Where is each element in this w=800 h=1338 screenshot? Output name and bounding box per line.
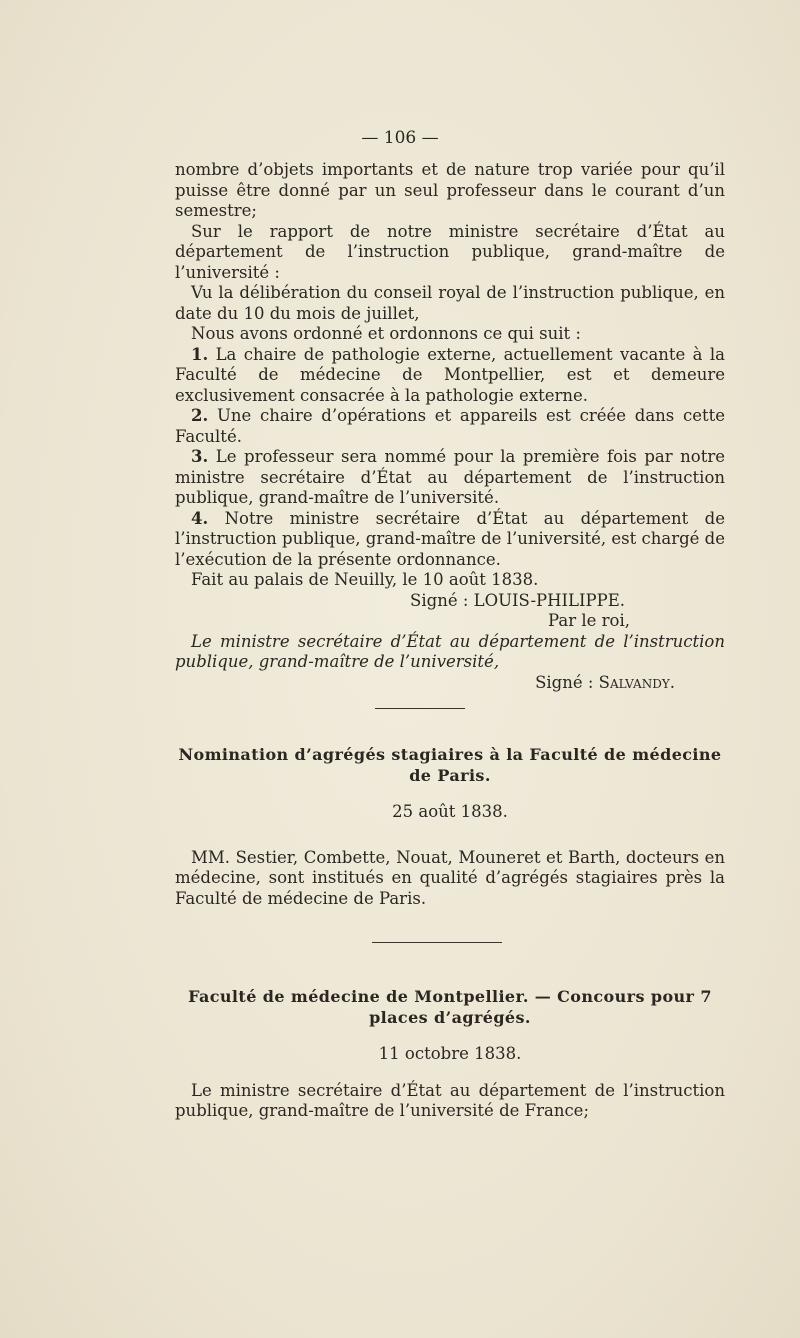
article-number: 2. (191, 406, 209, 425)
section-nomination (175, 744, 725, 909)
divider (372, 942, 502, 943)
paragraph: nombre d’objets importants et de nature trop variée pour qu’il puisse être donné par un seul professeur dans le courant d’un semestre; (175, 160, 725, 220)
article-1 (175, 345, 725, 407)
par-le-roi: Par le roi, (548, 611, 630, 630)
article-text: Notre ministre secrétaire d’État au département de l’instruction publique, grand-maître de l’université, est chargé de l’exécution de la présente ordonnance. (175, 508, 725, 569)
section-date: 11 octobre 1838. (378, 1044, 522, 1063)
article-text: Le professeur sera nommé pour la première fois par notre ministre secrétaire d’État au département de l’instruction publique, grand-maître de l’université. (175, 447, 725, 507)
page-number: — 106 — (361, 128, 439, 148)
section-heading: Nomination d’agrégés stagiaires à la Faculté de médecine de Paris. (178, 745, 722, 785)
article-2 (175, 406, 725, 447)
royal-signature: Signé : LOUIS-PHILIPPE. (410, 590, 625, 610)
paragraph: Sur le rapport de notre ministre secrétaire d’État au département de l’instruction publique, grand-maître de l’université : (175, 221, 725, 282)
section-concours (175, 986, 725, 1122)
article-number: 4. (191, 508, 209, 528)
ordinance-text (175, 160, 725, 693)
article-number: 1. (191, 344, 209, 364)
section-date: 25 août 1838. (392, 802, 508, 821)
paragraph: Vu la délibération du conseil royal de l’instruction publique, en date du 10 du mois de juillet, (175, 283, 725, 323)
section-heading: Faculté de médecine de Montpellier. — Concours pour 7 places d’agrégés. (188, 987, 712, 1027)
section-body: Le ministre secrétaire d’État au département de l’instruction publique, grand-maître de l’université de France; (175, 1080, 725, 1120)
article-text: Une chaire d’opérations et appareils est créée dans cette Faculté. (175, 406, 725, 446)
section-body: MM. Sestier, Combette, Nouat, Mouneret et Barth, docteurs en médecine, sont institués en qualité d’agrégés stagiaires près la Faculté de médecine de Paris. (175, 847, 725, 908)
signature-name: Salvandy. (598, 672, 675, 692)
article-3 (175, 447, 725, 509)
minister-signature (175, 673, 725, 694)
signature-prefix: Signé : (535, 672, 599, 692)
fait-line: Fait au palais de Neuilly, le 10 août 1838. (191, 570, 539, 589)
divider (375, 708, 465, 709)
article-text: La chaire de pathologie externe, actuellement vacante à la Faculté de médecine de Montpellier, est et demeure exclusivement consacrée à la pathologie externe. (175, 344, 725, 405)
article-number: 3. (191, 447, 209, 466)
article-4 (175, 509, 725, 571)
paragraph: Nous avons ordonné et ordonnons ce qui suit : (191, 324, 581, 343)
minister-title: Le ministre secrétaire d’État au département de l’instruction publique, grand-maître de l’université, (175, 631, 725, 671)
